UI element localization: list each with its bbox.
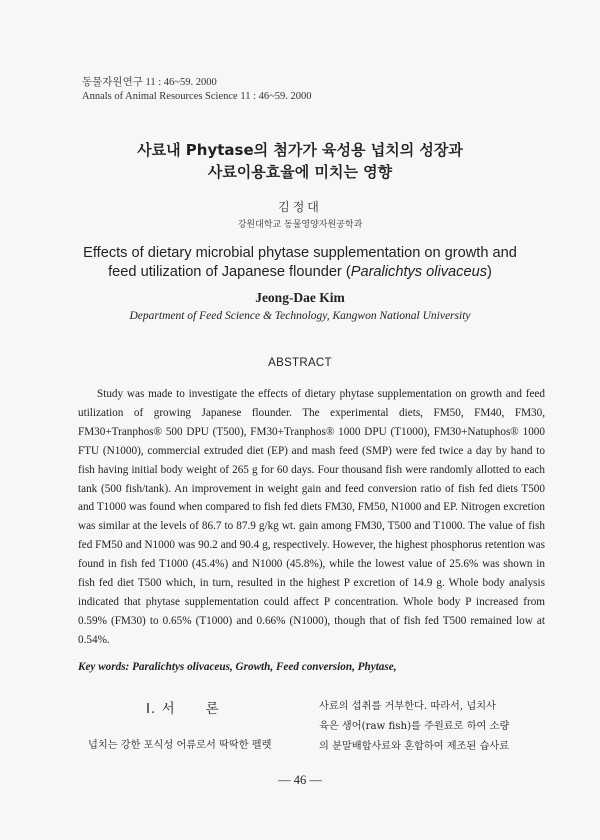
journal-line-en: Annals of Animal Resources Science 11 : 46~59. 2000 — [82, 91, 312, 102]
affiliation-en: Department of Feed Science & Technology, Kangwon National University — [129, 310, 471, 322]
body-left-column: 넙치는 강한 포식성 어류로서 딱딱한 펠렛 — [88, 740, 272, 751]
species-name: Paralichtys olivaceus — [350, 264, 487, 280]
section-heading — [146, 697, 220, 717]
journal-line-ko: 동물자원연구 11 : 46~59. 2000 — [82, 77, 217, 88]
body-right-line: 육은 생어(raw fish)를 주원료로 하여 소량 — [319, 721, 510, 732]
body-right-line: 의 분말배합사료와 혼합하여 제조된 습사료 — [319, 741, 510, 752]
page-number: — 46 — — [278, 773, 322, 787]
author-en: Jeong-Dae Kim — [255, 290, 345, 305]
section-number: Ⅰ. 서 — [146, 701, 176, 717]
section-title-end: 론 — [205, 701, 220, 717]
body-right-line: 사료의 섭취를 거부한다. 따라서, 넙치사 — [319, 701, 496, 712]
abstract-text: Study was made to investigate the effects of dietary phytase supplementation on growth and feed utilization of growing Japanese flounder. The experimental diets, FM50, FM40, FM30, FM30+Tranphos® 500 DPU (T500), FM30+Tranphos® 1000 DPU (T1000), FM30+Natuphos® 1000 FTU (N1000), commercial extruded diet (EP) and mash feed (SMP) were fed twice a day by hand to fish having initial body weight of 265 g for 60 days. Four thousand fish were randomly allotted to each tank (500 fish/tank). An improvement in weight gain and feed conversion ratio of fish fed diets T500 and T1000 was found when compared to fish fed diets FM30, FM50, N1000 and EP. Nitrogen excretion was similar at the levels of 86.7 to 87.9 g/kg wt. gain among FM30, T500 and T1000. The value of fish fed FM50 and N1000 was 90.2 and 90.4 g, respectively. However, the highest phosphorus retention was found in fish fed T1000 (45.4%) and N1000 (45.8%), while the lowest value of 25.6% was shown in fish fed diet T500 which, in turn, resulted in the highest P excretion of 14.9 g. Whole body analysis indicated that phytase supplementation could affect P concentration. Whole body P increased from 0.59% (FM30) to 0.65% (T1000) and 0.66% (N1000), though that of fish fed T500 remained low at 0.54%. — [78, 388, 545, 646]
abstract-heading: ABSTRACT — [268, 357, 332, 369]
title-ko-line1: 사료내 Phytase의 첨가가 육성용 넙치의 성장과 — [137, 141, 463, 159]
body-right-column — [319, 697, 545, 757]
author-ko: 김정대 — [278, 200, 322, 214]
title-en-line2-prefix: feed utilization of Japanese flounder ( — [108, 264, 351, 280]
title-ko-line2: 사료이용효율에 미치는 영향 — [207, 163, 393, 181]
title-en-line1: Effects of dietary microbial phytase supplementation on growth and — [83, 245, 517, 261]
title-en-line2-suffix: ) — [487, 264, 492, 280]
journal-citation — [82, 76, 312, 104]
abstract-body — [78, 385, 545, 650]
affiliation-ko: 강원대학교 동물영양자원공학과 — [237, 220, 363, 230]
title-en-line2 — [0, 264, 600, 280]
keywords: Key words: Paralichtys olivaceus, Growth, Feed conversion, Phytase, — [78, 661, 397, 673]
